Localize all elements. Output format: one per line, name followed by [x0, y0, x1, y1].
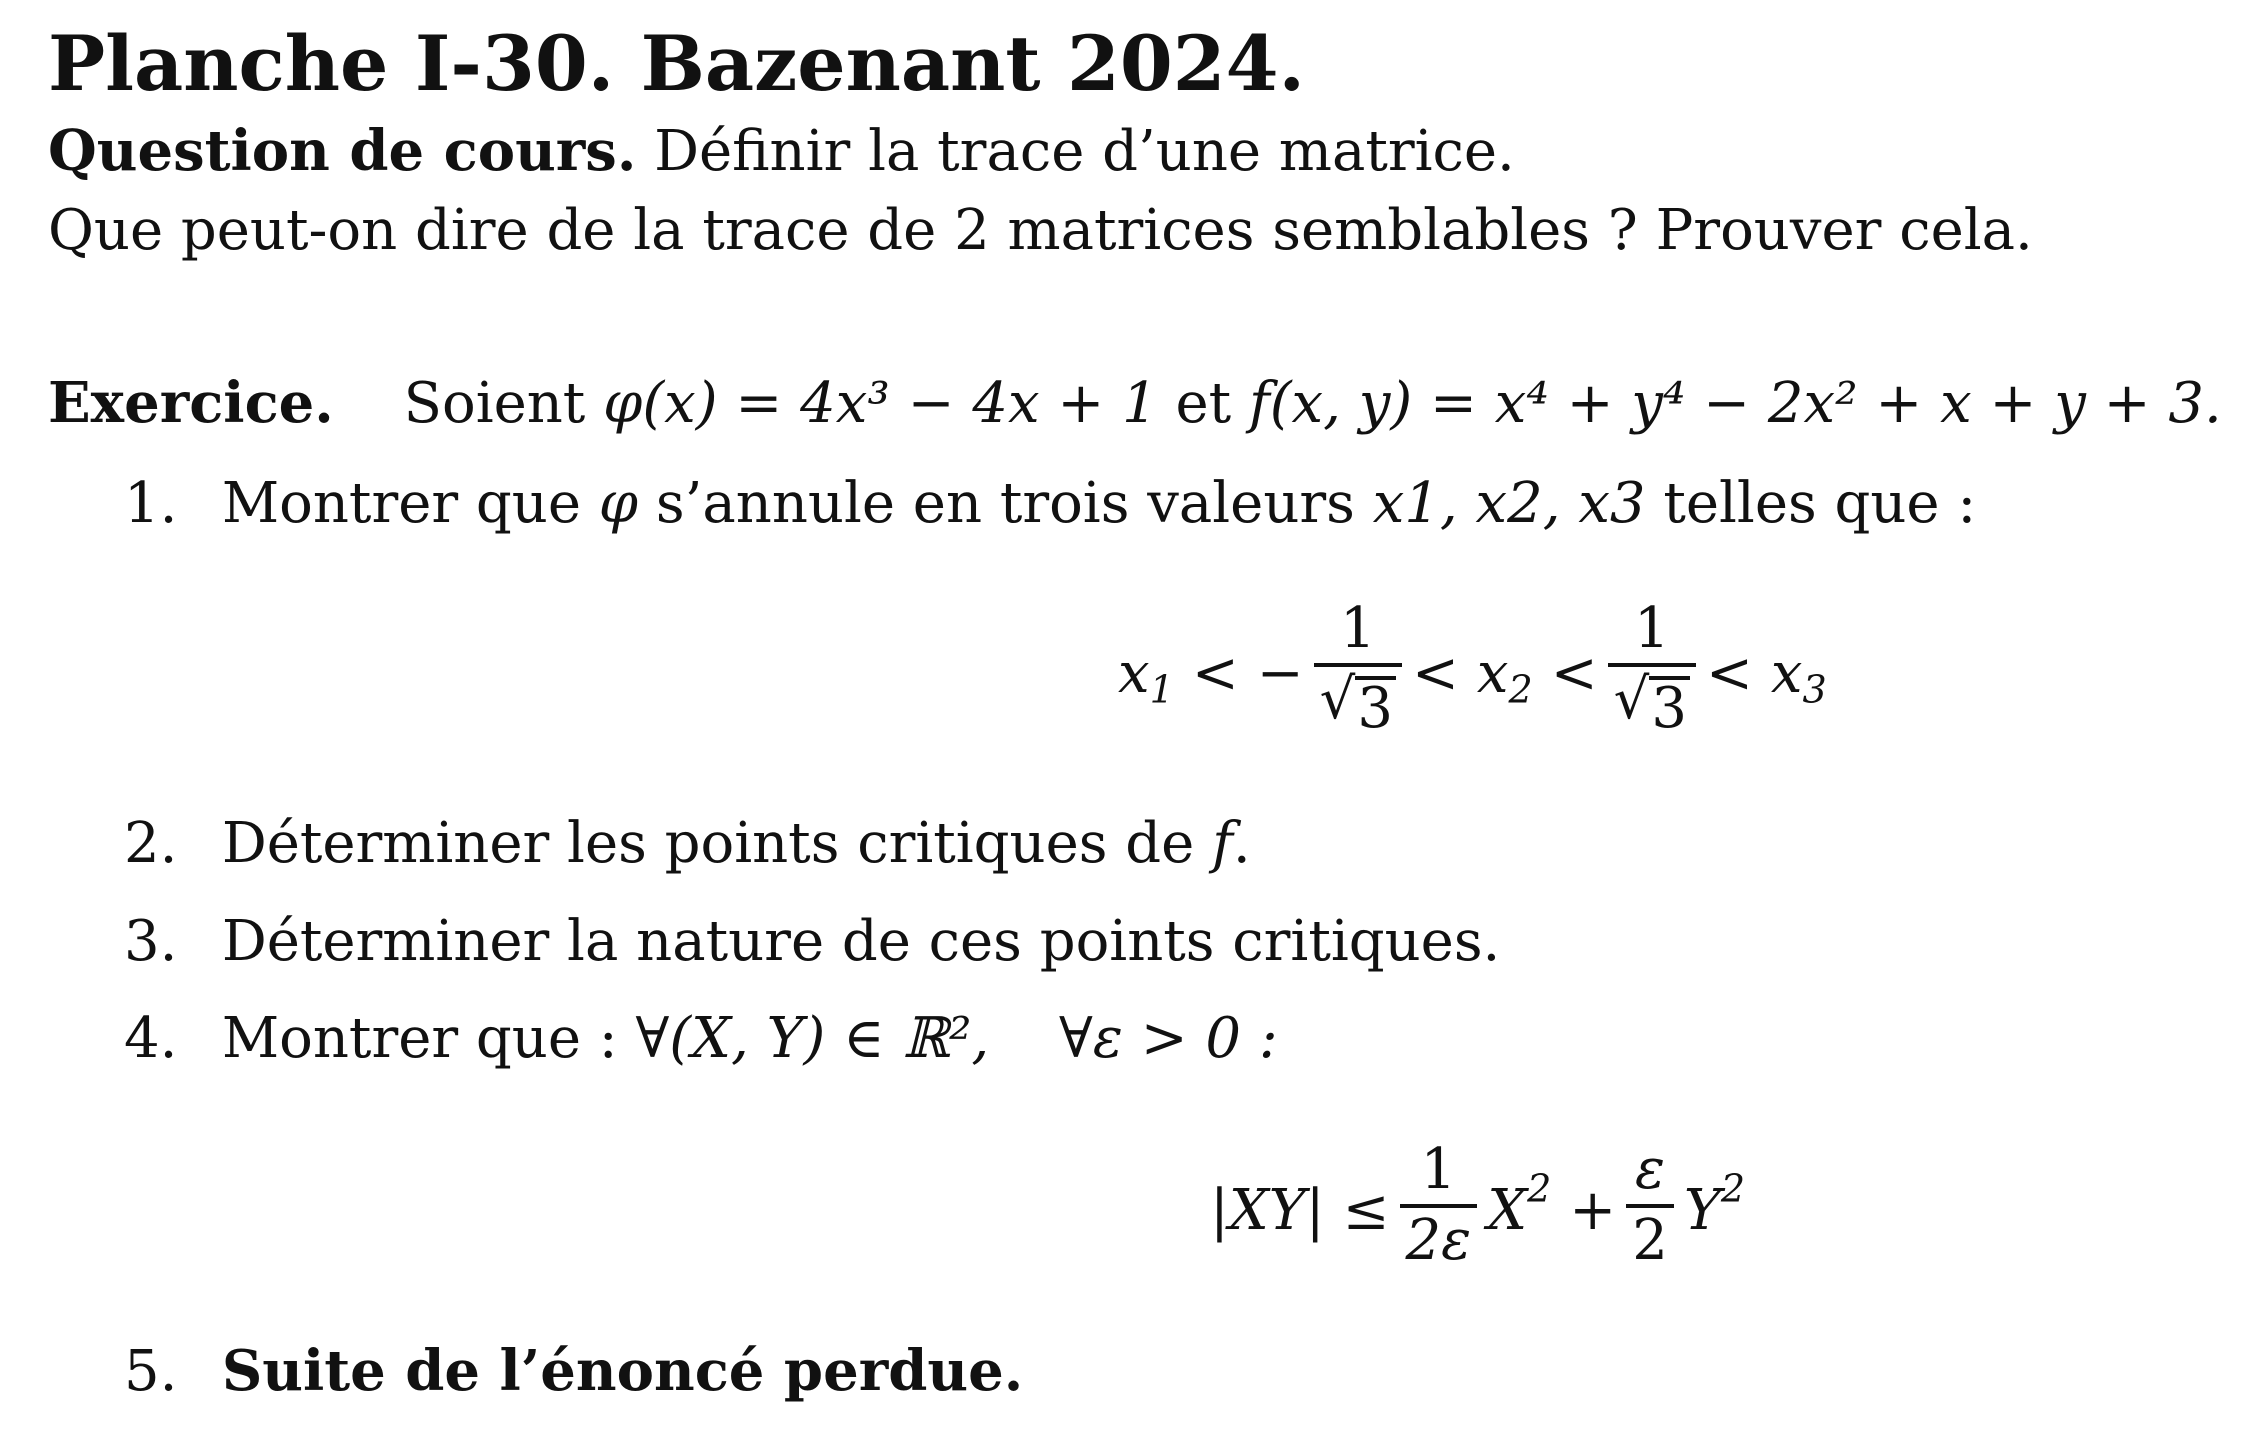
display1-x1: $x_1$	[1118, 640, 1174, 712]
display1-lt-2: <	[1412, 640, 1459, 706]
course-question-line-1	[48, 118, 1515, 185]
item-1-text-prefix: Montrer que	[221, 471, 581, 536]
exercise-item-5	[124, 1338, 1023, 1405]
display2-fraction-2	[1626, 1137, 1674, 1273]
display1-x2: $x_2$	[1476, 640, 1533, 712]
display1-fraction-2	[1608, 595, 1696, 741]
exercise-connector: et	[1175, 371, 1232, 436]
display2-term-2: $Y^2$	[1683, 1166, 1746, 1243]
course-question-line-2: Que peut-on dire de la trace de 2 matrices semblables ? Prouver cela.	[48, 198, 2033, 263]
display1-x3: $x_3$	[1770, 640, 1827, 712]
display1-minus: −	[1256, 640, 1304, 706]
display2-le: ≤	[1342, 1177, 1390, 1243]
exercise-item-1	[124, 470, 1976, 537]
f-expression: f(x, y) = x⁴ + y⁴ − 2x² + x + y + 3.	[1248, 371, 2222, 436]
display1-fraction-1	[1314, 595, 1402, 741]
display1-lt-4: <	[1706, 640, 1753, 706]
course-question-text-1: Définir la trace d’une matrice.	[636, 119, 1515, 184]
exercise-label: Exercice.	[48, 370, 334, 436]
item-4-quantifier-2: ∀ε > 0 :	[1059, 1006, 1278, 1071]
exercise-item-2	[124, 810, 1251, 877]
item-5-text: Suite de l’énoncé perdue.	[221, 1338, 1024, 1404]
exercise-item-3	[124, 908, 1500, 975]
item-number-1: 1.	[124, 471, 178, 536]
display2-frac1-denominator: 2ε	[1405, 1208, 1472, 1273]
item-1-text-suffix: s’annule en trois valeurs	[655, 471, 1355, 536]
course-question-label: Question de cours.	[48, 118, 637, 184]
exercise-intro	[48, 370, 2222, 437]
item-2-text: Déterminer les points critiques de	[221, 811, 1195, 876]
item-1-phi-symbol: φ	[598, 471, 639, 536]
display2-plus: +	[1569, 1177, 1617, 1243]
display2-fraction-1	[1400, 1137, 1478, 1273]
item-number-5: 5.	[124, 1339, 178, 1404]
display1-lt-3: <	[1550, 640, 1598, 706]
item-number-4: 4.	[124, 1006, 178, 1071]
item-2-text-end: .	[1232, 811, 1251, 876]
item-2-f-symbol: f	[1212, 811, 1233, 876]
display1-lt-1: <	[1191, 640, 1239, 706]
exercise-item-4	[124, 1005, 1278, 1072]
item-1-vars: x1, x2, x3	[1372, 471, 1646, 536]
item-4-quantifier-1: ∀(X, Y) ∈ ℝ²,	[635, 1006, 990, 1071]
phi-expression: φ(x) = 4x³ − 4x + 1	[603, 371, 1158, 436]
item-number-3: 3.	[124, 909, 178, 974]
display1-frac1-denominator: √ 3	[1314, 671, 1402, 739]
exercise-intro-prefix: Soient	[403, 371, 586, 436]
display1-frac1-numerator: 1	[1340, 595, 1376, 661]
display2-frac1-numerator: 1	[1420, 1137, 1457, 1203]
page-title: Planche I-30. Bazenant 2024.	[48, 19, 1305, 108]
item-1-text-end: telles que :	[1663, 471, 1977, 536]
inequality-display-2	[1210, 1135, 1745, 1285]
display1-frac2-numerator: 1	[1634, 595, 1670, 661]
inequality-display-1	[1118, 595, 1827, 748]
display2-frac2-numerator: ε	[1635, 1137, 1666, 1203]
item-number-2: 2.	[124, 811, 178, 876]
item-3-text: Déterminer la nature de ces points critiques.	[221, 909, 1501, 974]
display2-frac2-denominator: 2	[1632, 1208, 1668, 1273]
display2-term-1: $X^2$	[1487, 1166, 1552, 1243]
item-4-text: Montrer que :	[221, 1006, 618, 1071]
display2-lhs: |XY|	[1210, 1177, 1325, 1243]
display1-frac2-denominator: √ 3	[1608, 671, 1696, 739]
